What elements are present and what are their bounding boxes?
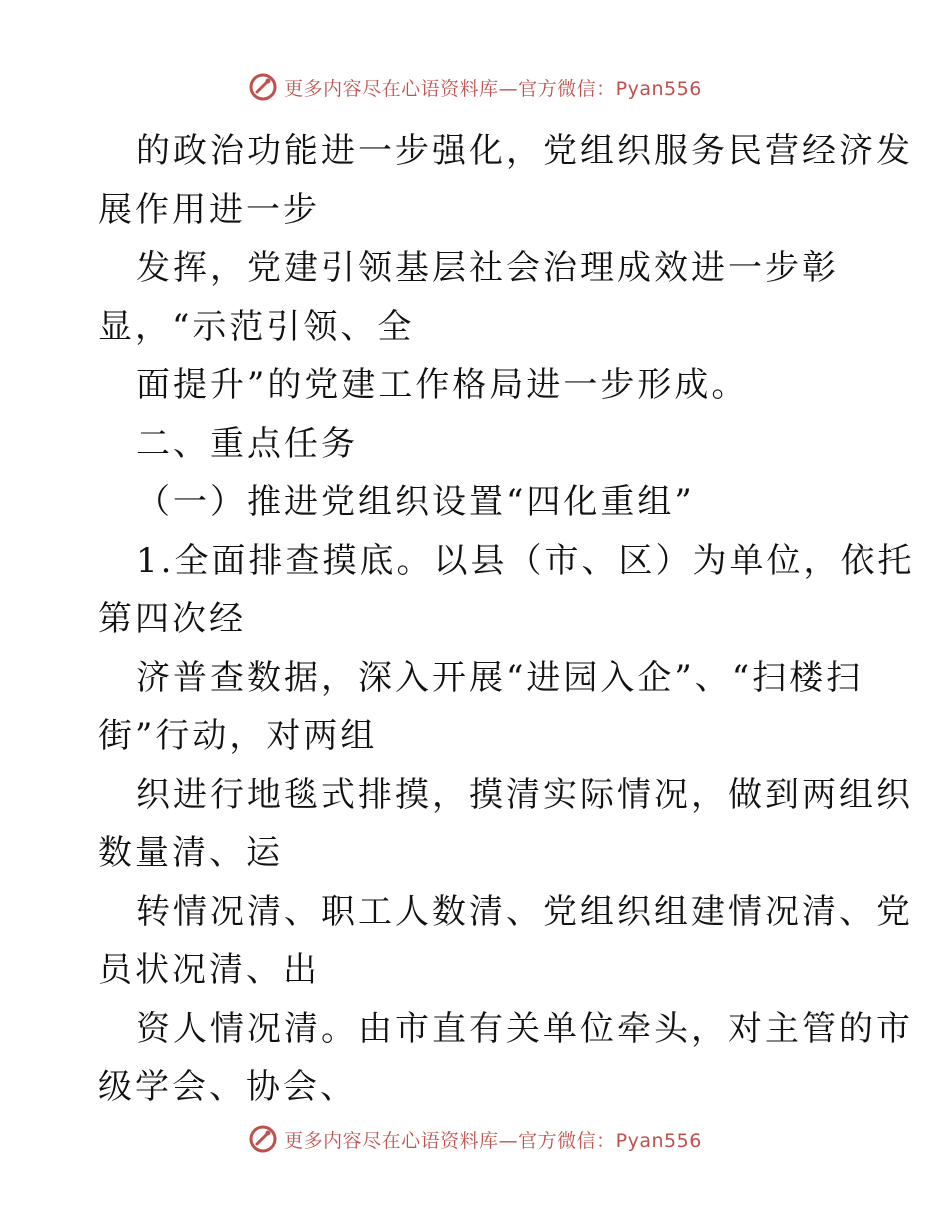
header-watermark-text: 更多内容尽在心语资料库—官方微信：Pyan556 bbox=[284, 77, 702, 100]
text-line: 显，“示范引领、全 bbox=[98, 306, 415, 347]
text-line: 级学会、协会、 bbox=[98, 1067, 357, 1107]
text-line: 转情况清、职工人数清、党组织组建情况清、党 bbox=[136, 891, 913, 932]
text-line: 济普查数据，深入开展“进园入企”、“扫楼扫 bbox=[136, 657, 864, 698]
text-line: 发挥，党建引领基层社会治理成效进一步彰 bbox=[136, 248, 839, 288]
text-line: 面提升”的党建工作格局进一步形成。 bbox=[136, 365, 749, 405]
text-line: 员状况清、出 bbox=[98, 950, 320, 990]
text-line: 展作用进一步 bbox=[98, 189, 320, 230]
seal-logo-icon bbox=[248, 72, 278, 102]
text-line: 1.全面排查摸底。以县（市、区）为单位，依托 bbox=[136, 540, 915, 581]
text-line: 第四次经 bbox=[98, 599, 246, 639]
text-line: 数量清、运 bbox=[98, 833, 283, 873]
subsection-heading: （一）推进党组织设置“四化重组” bbox=[136, 482, 695, 522]
text-line: 资人情况清。由市直有关单位牵头，对主管的市 bbox=[136, 1008, 913, 1049]
text-line: 织进行地毯式排摸，摸清实际情况，做到两组织 bbox=[136, 774, 913, 815]
footer-watermark-text: 更多内容尽在心语资料库—官方微信：Pyan556 bbox=[284, 1129, 702, 1152]
page-footer-watermark bbox=[0, 1124, 950, 1154]
document-body bbox=[98, 122, 915, 1117]
section-heading: 二、重点任务 bbox=[136, 423, 358, 464]
text-line: 街”行动，对两组 bbox=[98, 716, 378, 756]
text-line: 的政治功能进一步强化，党组织服务民营经济发 bbox=[136, 131, 913, 171]
page-header-watermark bbox=[0, 72, 950, 102]
seal-logo-icon bbox=[248, 1124, 278, 1154]
